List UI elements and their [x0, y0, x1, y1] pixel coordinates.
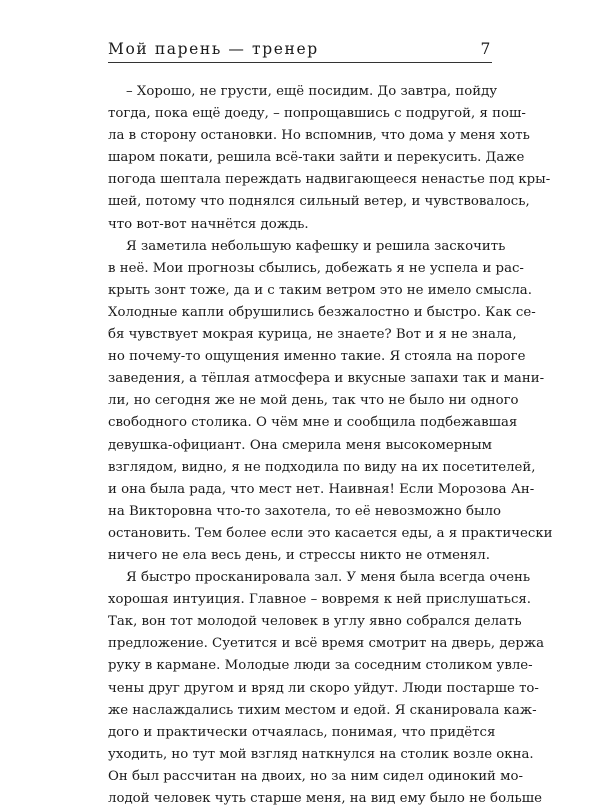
text-line: что вот-вот начнётся дождь.: [108, 216, 309, 232]
text-line: хорошая интуиция. Главное – вовремя к ней прислушаться.: [108, 592, 532, 608]
text-line: ла в сторону остановки. Но вспомнив, что дома у меня хоть: [108, 128, 530, 144]
paragraph: [108, 236, 553, 567]
text-line: Я быстро просканировала зал. У меня была всегда очень: [126, 570, 531, 586]
text-line: но почему-то ощущения именно такие. Я стояла на пороге: [108, 349, 526, 365]
text-line: заведения, а тёплая атмосфера и вкусные запахи так и мани-: [108, 371, 545, 387]
text-line: шаром покати, решила всё-таки зайти и перекусить. Даже: [108, 150, 525, 166]
text-line: и она была рада, что мест нет. Наивная! Если Морозова Ан-: [108, 481, 535, 497]
paragraph: [108, 81, 551, 236]
text-line: девушка-официант. Она смерила меня высокомерным: [108, 437, 492, 453]
text-line: Холодные капли обрушились безжалостно и быстро. Как се-: [108, 304, 536, 320]
text-line: лодой человек чуть старше меня, на вид ему было не больше: [108, 791, 542, 806]
paragraph: [108, 567, 545, 810]
text-line: Я заметила небольшую кафешку и решила заскочить: [126, 238, 506, 254]
text-line: ли, но сегодня же не мой день, так что не было ни одного: [108, 393, 519, 409]
text-line: уходить, но тут мой взгляд наткнулся на столик возле окна.: [108, 746, 534, 762]
text-line: крыть зонт тоже, да и с таким ветром это не имело смысла.: [108, 282, 532, 298]
text-line: свободного столика. О чём мне и сообщила подбежавшая: [108, 415, 518, 431]
text-line: взглядом, видно, я не подходила по виду на их посетителей,: [108, 459, 536, 475]
text-line: погода шептала переждать надвигающееся ненастье под кры-: [108, 172, 551, 188]
text-line: тогда, пока ещё доеду, – попрощавшись с подругой, я пош-: [108, 106, 526, 122]
page-number: 7: [480, 40, 492, 58]
text-line: бя чувствует мокрая курица, не знаете? Вот и я не знала,: [108, 327, 517, 343]
text-line: руку в кармане. Молодые люди за соседним столиком увле-: [108, 658, 533, 674]
body-text: [108, 81, 553, 810]
text-line: – Хорошо, не грусти, ещё посидим. До завтра, пойду: [126, 84, 498, 99]
text-line: шей, потому что поднялся сильный ветер, и чувствовалось,: [108, 194, 530, 210]
text-line: остановить. Тем более если это касается еды, а я практически: [108, 525, 553, 541]
text-line: в неё. Мои прогнозы сбылись, добежать я не успела и рас-: [108, 260, 524, 276]
book-title: Мой парень — тренер: [108, 40, 319, 58]
running-header: [108, 38, 492, 63]
text-line: дого и практически отчаялась, понимая, что придётся: [108, 724, 496, 740]
text-line: же наслаждались тихим местом и едой. Я сканировала каж-: [108, 702, 537, 718]
text-line: чены друг другом и вряд ли скоро уйдут. Люди постарше то-: [108, 680, 539, 696]
text-line: Он был рассчитан на двоих, но за ним сидел одинокий мо-: [108, 768, 523, 784]
text-line: Так, вон тот молодой человек в углу явно собрался делать: [108, 614, 522, 630]
text-line: ничего не ела весь день, и стрессы никто не отменял.: [108, 547, 490, 563]
text-line: на Викторовна что-то захотела, то её невозможно было: [108, 503, 502, 519]
text-line: предложение. Суетится и всё время смотрит на дверь, держа: [108, 636, 545, 652]
